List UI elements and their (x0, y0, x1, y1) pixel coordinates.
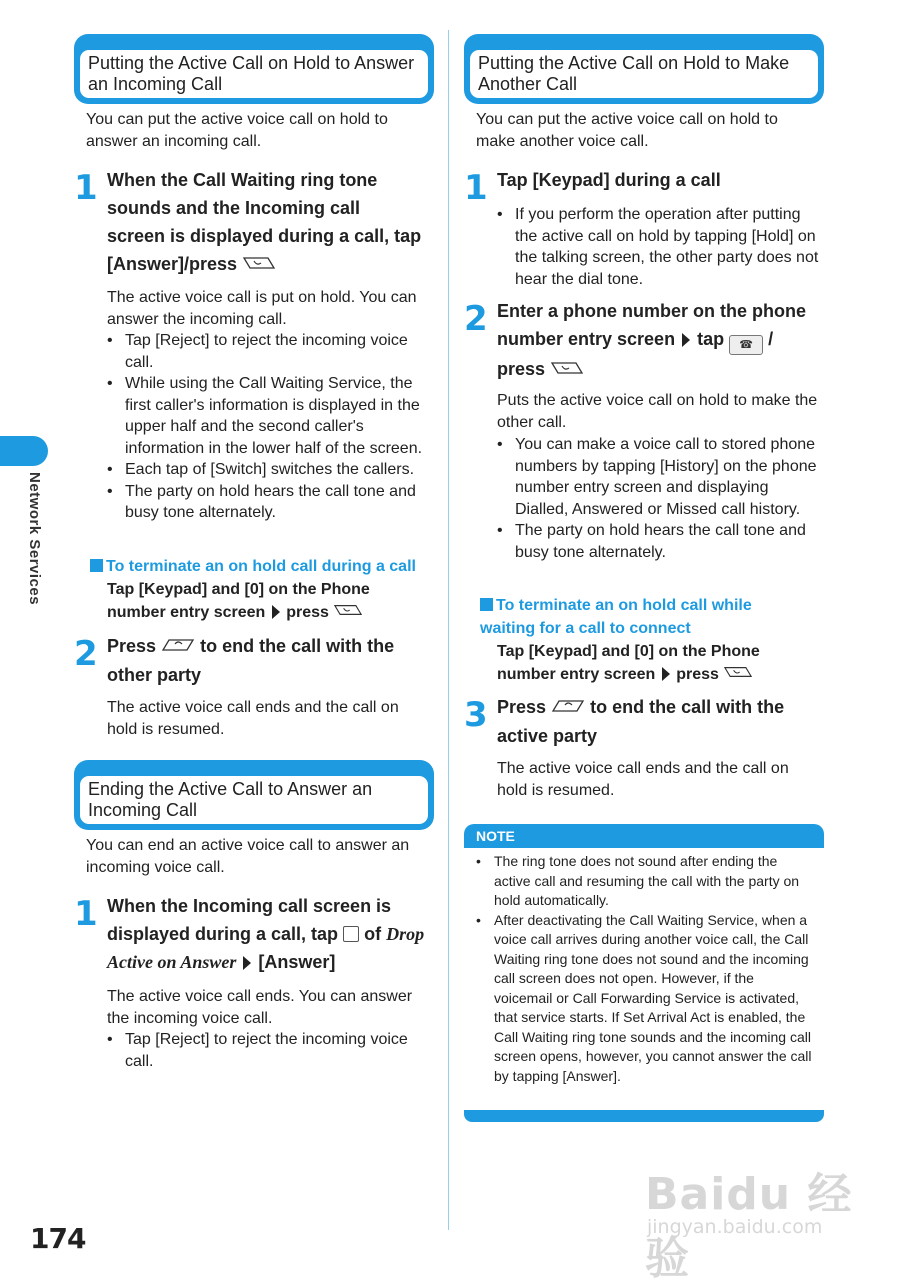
step-title-text: Enter a phone number on the phone number entry screen (497, 301, 807, 349)
list-item: • Each tap of [Switch] switches the callers. (107, 459, 432, 481)
step-1 (464, 166, 824, 208)
step-3 (464, 693, 824, 753)
section-heading-hold-call (464, 34, 824, 104)
list-item: • The party on hold hears the call tone and busy tone alternately. (107, 481, 432, 524)
step-1-notes (107, 1029, 432, 1072)
send-key-icon (723, 663, 753, 686)
section-title: Ending the Active Call to Answer an Incoming Call (80, 776, 428, 824)
list-item: • Tap [Reject] to reject the incoming voice call. (107, 330, 432, 373)
arrow-right-icon (662, 667, 670, 681)
step-number: 2 (74, 634, 98, 674)
step-2 (464, 297, 824, 381)
step-1-description: The active voice call is put on hold. You can answer the incoming call. (107, 289, 417, 328)
subsection-heading-text: To terminate an on hold call during a call (106, 558, 416, 575)
subsection-body-text-2: press (676, 666, 719, 683)
step-1-description: The active voice call ends. You can answer the incoming voice call. (107, 988, 413, 1027)
subsection-body-text: Tap [Keypad] and [0] on the Phone number entry screen (107, 581, 370, 621)
end-key-icon (161, 633, 195, 661)
setting-name: Drop Active on Answer (107, 924, 425, 972)
send-key-icon (242, 251, 276, 279)
subsection-body-text: Tap [Keypad] and [0] on the Phone number entry screen (497, 643, 760, 683)
list-item: • The party on hold hears the call tone and busy tone alternately. (497, 520, 822, 563)
list-item: • You can make a voice call to stored phone numbers by tapping [History] on the phone number entry screen and displaying Dialled, Answered or Missed call history. (497, 434, 822, 520)
step-title-text-2: to end the call with the active party (497, 697, 785, 747)
list-item: • Tap [Reject] to reject the incoming voice call. (107, 1029, 432, 1072)
dial-softkey-icon: ☎ (729, 335, 763, 355)
subsection-body (497, 640, 822, 686)
step-1-notes (107, 330, 432, 524)
step-title-text-4: press (497, 359, 546, 379)
send-key-icon (550, 356, 584, 384)
arrow-right-icon (272, 605, 280, 619)
side-section-label: Network Services (26, 472, 43, 606)
section-intro: You can put the active voice call on hold to make another voice call. (476, 111, 778, 150)
watermark (645, 1150, 865, 1280)
square-bullet-icon (90, 559, 103, 572)
section-title: Putting the Active Call on Hold to Make Another Call (470, 50, 818, 98)
section-intro: You can end an active voice call to answer an incoming voice call. (86, 837, 410, 876)
step-2-description: Puts the active voice call on hold to make the other call. (497, 392, 818, 431)
step-number: 1 (74, 894, 98, 934)
subsection-body (107, 578, 432, 624)
list-item: • If you perform the operation after putting the active call on hold by tapping [Hold] on the talking screen, the other party does not hear the dial tone. (497, 204, 822, 290)
step-title-text-2: tap (697, 329, 725, 349)
step-title-text: When the Call Waiting ring tone sounds and the Incoming call screen is displayed during a call, tap [Answer]/press (107, 170, 422, 274)
arrow-right-icon (243, 956, 251, 970)
step-1-notes (497, 204, 822, 290)
step-title-text: When the Incoming call screen is displayed during a call, tap (107, 896, 392, 944)
step-title-text-2: to end the call with the other party (107, 636, 395, 686)
page-number: 174 (30, 1222, 86, 1255)
end-key-icon (551, 694, 585, 722)
section-heading-hold-answer (74, 34, 434, 104)
step-title-text: Press (107, 636, 157, 656)
step-2-description: The active voice call ends and the call on hold is resumed. (107, 699, 399, 738)
arrow-right-icon (682, 333, 690, 347)
section-title: Putting the Active Call on Hold to Answer an Incoming Call (80, 50, 428, 98)
step-title (107, 166, 422, 279)
step-1 (74, 892, 434, 982)
step-2-notes (497, 434, 822, 563)
send-key-icon (333, 601, 363, 624)
watermark-url: jingyan.baidu.com (647, 1216, 823, 1238)
step-2 (74, 632, 434, 692)
subsection-body-text-2: press (286, 604, 329, 621)
step-3-description: The active voice call ends and the call on hold is resumed. (497, 760, 789, 799)
note-list (464, 848, 824, 1086)
subsection-heading (90, 555, 435, 578)
watermark-brand: Baidu 经验 (645, 1169, 853, 1280)
note-label: NOTE (464, 824, 824, 848)
step-title (497, 693, 817, 750)
list-item: • While using the Call Waiting Service, the first caller's information is displayed in the upper half and the second caller's information in the lower half of the screen. (107, 373, 432, 459)
step-title (107, 892, 427, 976)
step-number: 2 (464, 299, 488, 339)
note-item: • After deactivating the Call Waiting Service, when a voice call arrives during another voice call, the Call Waiting ring tone does not sound and the incoming call screen does not open. However, if the voicemail or Call Forwarding Service is activated, that service starts. If Set Arrival Act is enabled, the Call Waiting ring tone sounds and the incoming call screen opens, however, you cannot answer the call by tapping [Answer]. (474, 911, 816, 1087)
note-box (464, 824, 824, 1086)
step-title (107, 632, 427, 689)
step-number: 1 (464, 168, 488, 208)
step-title-text-3: / (768, 329, 774, 349)
step-title-text-2: of (364, 924, 382, 944)
subsection-heading (480, 594, 800, 640)
side-tab-marker (0, 436, 48, 466)
step-title: Tap [Keypad] during a call (497, 170, 721, 190)
section-intro: You can put the active voice call on hold to answer an incoming call. (86, 111, 388, 150)
square-bullet-icon (480, 598, 493, 611)
step-number: 3 (464, 695, 488, 735)
step-1 (74, 166, 434, 276)
step-number: 1 (74, 168, 98, 208)
column-divider (448, 30, 449, 1230)
note-item: • The ring tone does not sound after ending the active call and resuming the call with the party on hold automatically. (474, 852, 816, 911)
step-title-text: Press (497, 697, 547, 717)
checkbox-icon (343, 926, 359, 942)
subsection-heading-text: To terminate an on hold call while waiting for a call to connect (480, 597, 752, 637)
section-heading-end-answer (74, 760, 434, 830)
note-footer-bar (464, 1110, 824, 1122)
step-title-text-3: [Answer] (258, 952, 336, 972)
step-title (497, 297, 822, 384)
